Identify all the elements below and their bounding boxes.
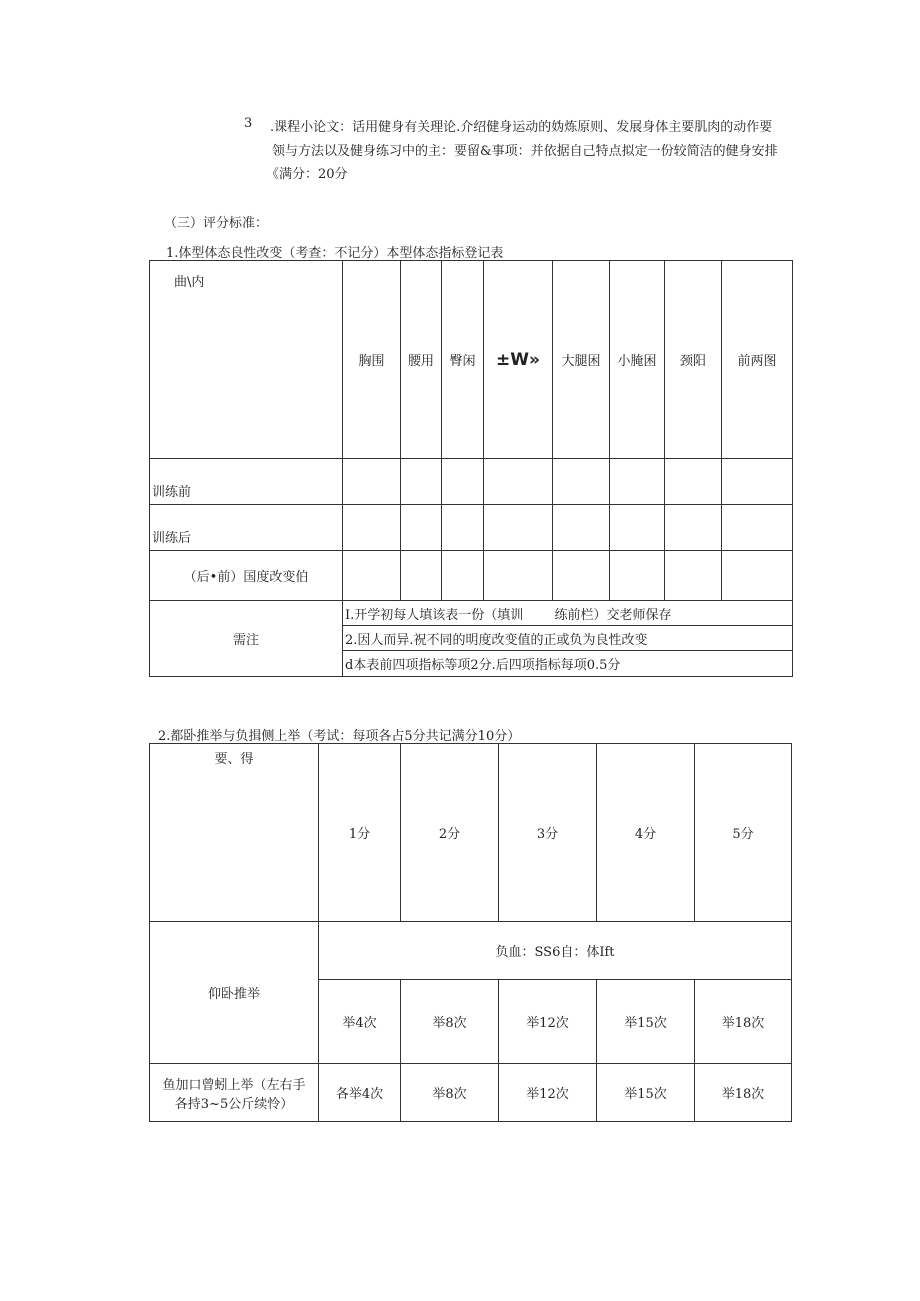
- header-neck: 颈阳: [665, 261, 722, 459]
- note-label: 需注: [150, 601, 343, 677]
- table1-corner-cell: 曲\内: [150, 261, 343, 459]
- note-3: d本表前四项指标等项2分.后四项指标每项0.5分: [343, 651, 793, 677]
- row-label-change: （后•前）国度改变伯: [150, 551, 343, 601]
- header-upper-arm: ±W»: [484, 261, 553, 459]
- input-cell[interactable]: [401, 459, 442, 505]
- item3-line2: 领与方法以及健身练习中的主：要留&事项：并依据自己特点拟定一份较简洁的健身安排: [272, 144, 778, 159]
- score-3: 3分: [499, 744, 597, 922]
- input-cell[interactable]: [401, 505, 442, 551]
- input-cell[interactable]: [442, 551, 484, 601]
- item3-line3: 《满分：20分: [266, 167, 348, 182]
- note-1b: 练前栏）交老师保存: [553, 601, 793, 626]
- body-measurement-table: [149, 260, 793, 677]
- input-cell[interactable]: [484, 459, 553, 505]
- note-2: 2.因人而异.祝不同的明度改变值的正或负为良性改变: [343, 626, 793, 651]
- input-cell[interactable]: [442, 459, 484, 505]
- lateral-raise-label-line2: 各持3~5公斤续怜）: [174, 1096, 294, 1112]
- header-waist: 腰用: [401, 261, 442, 459]
- input-cell[interactable]: [722, 459, 793, 505]
- score-5: 5分: [695, 744, 792, 922]
- input-cell[interactable]: [665, 505, 722, 551]
- lateral-raise-value: 举18次: [695, 1064, 792, 1122]
- table-row: [150, 551, 793, 601]
- table1-title: 1.体型体态良性改变（考查：不记分）本型体态指标登记表: [166, 246, 504, 261]
- header-calf: 小腌困: [610, 261, 665, 459]
- table-row: [150, 1064, 792, 1122]
- row-label-after: 训练后: [150, 505, 343, 551]
- input-cell[interactable]: [722, 505, 793, 551]
- note-1a: I.开学初每人填该表一份（填训: [343, 601, 553, 626]
- input-cell[interactable]: [610, 505, 665, 551]
- lateral-raise-value: 举15次: [597, 1064, 695, 1122]
- input-cell[interactable]: [665, 551, 722, 601]
- lateral-raise-value: 各举4次: [319, 1064, 401, 1122]
- bench-press-value: 举15次: [597, 980, 695, 1064]
- row-label-before: 训练前: [150, 459, 343, 505]
- table-row: [150, 505, 793, 551]
- header-thigh: 大腿困: [553, 261, 610, 459]
- score-1: 1分: [319, 744, 401, 922]
- lateral-raise-label-line1: 鱼加口曾蚓上举（左右手: [162, 1077, 306, 1093]
- exercise-score-table: [149, 743, 792, 1122]
- table2-title: 2.都卧推举与负揖侧上举（考试：每项各占5分共记满分10分）: [158, 729, 521, 744]
- input-cell[interactable]: [722, 551, 793, 601]
- lateral-raise-value: 举12次: [499, 1064, 597, 1122]
- row-label-lateral-raise: [150, 1064, 319, 1122]
- input-cell[interactable]: [665, 459, 722, 505]
- input-cell[interactable]: [442, 505, 484, 551]
- bench-press-value: 举12次: [499, 980, 597, 1064]
- input-cell[interactable]: [343, 459, 401, 505]
- input-cell[interactable]: [484, 505, 553, 551]
- header-forearm: 前两图: [722, 261, 793, 459]
- item3-number: 3: [244, 116, 253, 131]
- input-cell[interactable]: [553, 459, 610, 505]
- score-2: 2分: [401, 744, 499, 922]
- bench-press-value: 举18次: [695, 980, 792, 1064]
- input-cell[interactable]: [610, 551, 665, 601]
- score-4: 4分: [597, 744, 695, 922]
- table-row: [150, 459, 793, 505]
- lateral-raise-value: 举8次: [401, 1064, 499, 1122]
- input-cell[interactable]: [343, 551, 401, 601]
- input-cell[interactable]: [343, 505, 401, 551]
- input-cell[interactable]: [401, 551, 442, 601]
- input-cell[interactable]: [484, 551, 553, 601]
- section-title: （三）评分标准：: [164, 216, 269, 231]
- input-cell[interactable]: [610, 459, 665, 505]
- bench-press-value: 举8次: [401, 980, 499, 1064]
- table2-corner-cell: 要、得: [150, 744, 319, 922]
- input-cell[interactable]: [553, 505, 610, 551]
- input-cell[interactable]: [553, 551, 610, 601]
- header-hip: 臀闲: [442, 261, 484, 459]
- bench-press-load: 负血：SS6自：体Ift: [319, 922, 792, 980]
- row-label-bench-press: 仰卧推举: [150, 922, 319, 1064]
- bench-press-value: 举4次: [319, 980, 401, 1064]
- header-chest: 胸围: [343, 261, 401, 459]
- item3-line1: .课程小论文：话用健身有关理论.介绍健身运动的妫炼原则、发展身体主要肌肉的动作要: [270, 120, 773, 135]
